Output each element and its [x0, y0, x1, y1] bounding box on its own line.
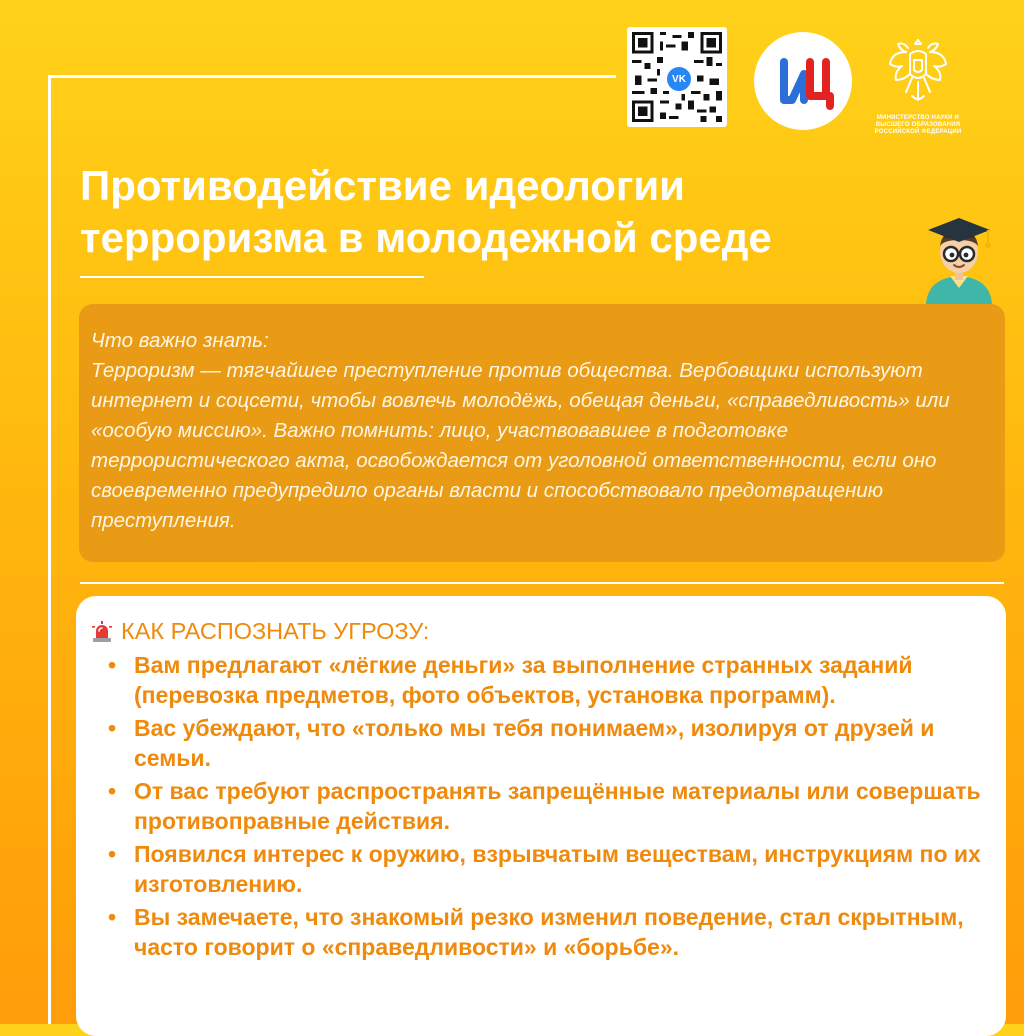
list-item: • Вам предлагают «лёгкие деньги» за выполнение странных заданий (перевозка предметов, фото объектов, установка программ).: [106, 650, 986, 710]
list-item: • Появился интерес к оружию, взрывчатым веществам, инструкциям по их изготовлению.: [106, 839, 986, 899]
frame-horizontal-line: [48, 75, 616, 78]
list-item: • Вас убеждают, что «только мы тебя понимаем», изолируя от друзей и семьи.: [106, 713, 986, 773]
section-divider: [80, 582, 1004, 584]
student-mascot-icon: [914, 212, 1004, 304]
vk-badge: VK: [665, 65, 693, 93]
threats-list: [106, 650, 986, 965]
ministry-text: МИНИСТЕРСТВО НАУКИ И ВЫСШЕГО ОБРАЗОВАНИЯ РОССИЙСКОЙ ФЕДЕРАЦИИ: [874, 115, 962, 135]
list-item: • Вы замечаете, что знакомый резко изменил поведение, стал скрытным, часто говорит о «справедливости» и «борьбе».: [106, 902, 986, 962]
ic-logo-icon: [754, 32, 852, 130]
threats-card: [76, 596, 1006, 1036]
title-line-2: терроризма в молодежной среде: [80, 214, 772, 261]
double-headed-eagle-icon: [886, 34, 950, 110]
frame-vertical-line: [48, 76, 51, 1024]
title-underline: [80, 276, 424, 278]
info-text: [91, 326, 991, 536]
info-box: [79, 304, 1005, 562]
info-body: Терроризм — тягчайшее преступление против общества. Вербовщики используют интернет и соцсети, чтобы вовлечь молодёжь, обещая деньги, «справедливость» или «особую миссию». Важно помнить: лицо, участвовавшее в подготовке террористического акта, освобождается от уголовной ответственности, если оно своевременно предупредило органы власти и способствовало предотвращению преступления.: [91, 359, 950, 532]
ministry-logo: [866, 34, 970, 136]
threats-title-text: КАК РАСПОЗНАТЬ УГРОЗУ:: [121, 618, 430, 644]
list-item: • От вас требуют распространять запрещённые материалы или совершать противоправные действия.: [106, 776, 986, 836]
page-title: [80, 160, 920, 264]
threats-title: [91, 618, 429, 645]
title-line-1: Противодействие идеологии: [80, 162, 686, 209]
info-heading: Что важно знать:: [91, 329, 269, 352]
qr-code-icon[interactable]: [627, 27, 727, 127]
siren-icon: [91, 621, 113, 643]
